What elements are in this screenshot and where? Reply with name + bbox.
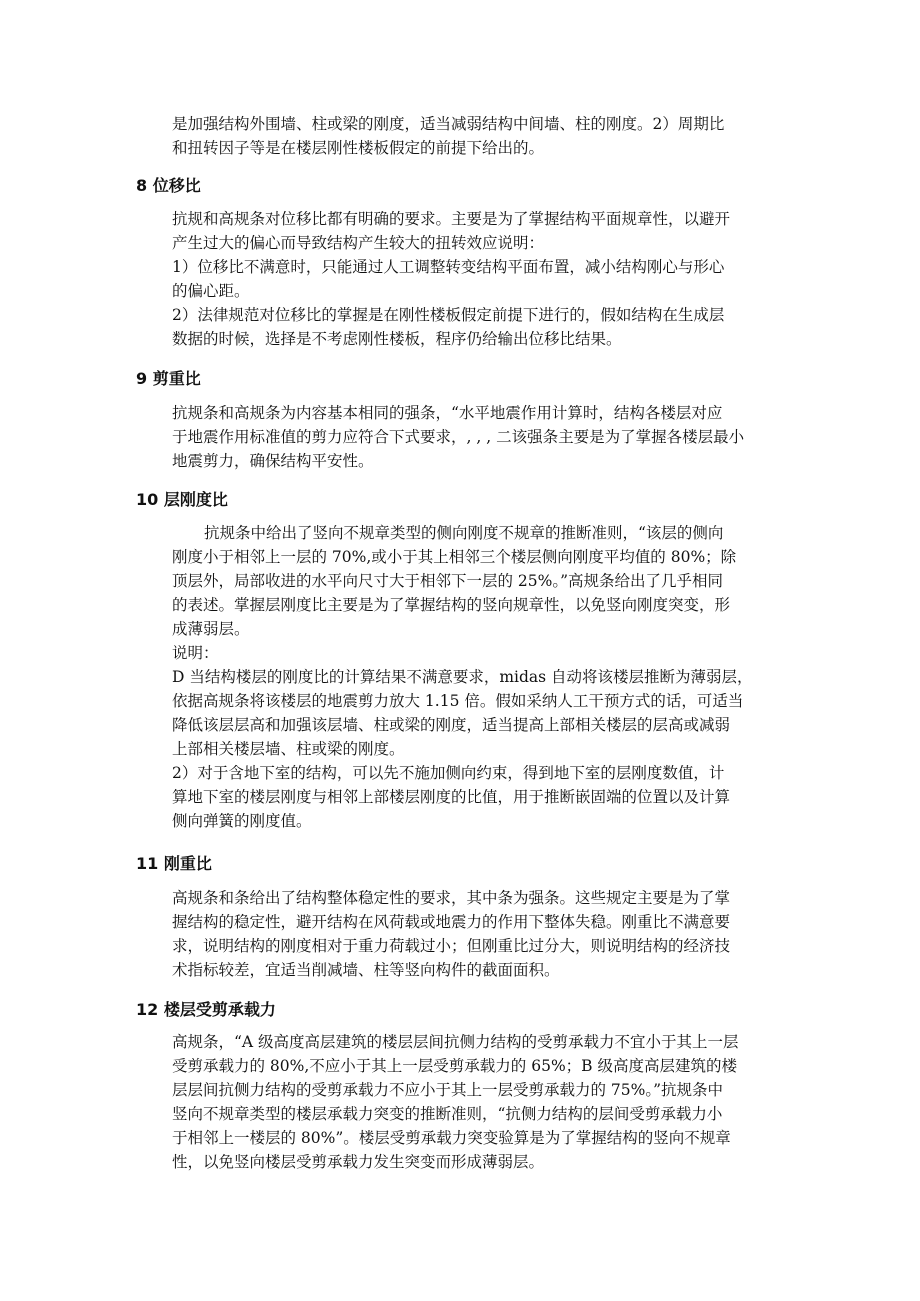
- text-line: 于地震作用标准值的剪力应符合下式要求，, , , 二该强条主要是为了掌握各楼层最小: [172, 428, 745, 446]
- section-10-body: [172, 521, 787, 833]
- text-line: 2）法律规范对位移比的掌握是在刚性楼板假定前提下进行的，假如结构在生成层: [172, 306, 725, 324]
- text-line: 成薄弱层。: [172, 620, 250, 638]
- section-11-heading: 11 刚重比: [136, 854, 212, 873]
- text-line: 高规条，“A 级高度高层建筑的楼层层间抗侧力结构的受剪承载力不宜小于其上一层: [172, 1033, 739, 1051]
- text-line: 地震剪力，确保结构平安性。: [172, 452, 374, 470]
- text-line: 求，说明结构的刚度相对于重力荷载过小；但刚重比过分大，则说明结构的经济技: [172, 937, 731, 955]
- intro-paragraph: [172, 112, 787, 160]
- text-line: 算地下室的楼层刚度与相邻上部楼层刚度的比值，用于推断嵌固端的位置以及计算: [172, 788, 731, 806]
- section-11-body: [172, 886, 787, 982]
- text-line: 性，以免竖向楼层受剪承载力发生突变而形成薄弱层。: [172, 1153, 545, 1171]
- text-line: D 当结构楼层的刚度比的计算结果不满意要求，midas 自动将该楼层推断为薄弱层，: [172, 668, 753, 686]
- text-line: 上部相关楼层墙、柱或梁的刚度。: [172, 740, 405, 758]
- section-10-heading: 10 层刚度比: [136, 490, 228, 509]
- text-line: 高规条和条给出了结构整体稳定性的要求，其中条为强条。这些规定主要是为了掌: [172, 889, 731, 907]
- text-line: 2）对于含地下室的结构，可以先不施加侧向约束，得到地下室的层刚度数值，计: [172, 764, 725, 782]
- section-9-body: [172, 401, 787, 473]
- text-line: 顶层外，局部收进的水平向尺寸大于相邻下一层的 25%。”高规条给出了几乎相同: [172, 572, 724, 590]
- text-line: 握结构的稳定性，避开结构在风荷载或地震力的作用下整体失稳。刚重比不满意要: [172, 913, 731, 931]
- text-line: 竖向不规章类型的楼层承载力突变的推断准则，“抗侧力结构的层间受剪承载力小: [172, 1105, 723, 1123]
- section-8-heading: 8 位移比: [136, 176, 201, 195]
- text-line: 抗规条和高规条为内容基本相同的强条，“水平地震作用计算时，结构各楼层对应: [172, 404, 723, 422]
- text-line: 抗规和高规条对位移比都有明确的要求。主要是为了掌握结构平面规章性，以避开: [172, 210, 731, 228]
- text-line: 说明：: [172, 644, 219, 662]
- text-line: 术指标较差，宜适当削减墙、柱等竖向构件的截面面积。: [172, 961, 560, 979]
- text-line: 侧向弹簧的刚度值。: [172, 812, 312, 830]
- text-line: 数据的时候，选择是不考虑刚性楼板，程序仍给输出位移比结果。: [172, 330, 622, 348]
- text-line: 的偏心距。: [172, 282, 250, 300]
- text-line: 抗规条中给出了竖向不规章类型的侧向刚度不规章的推断准则，“该层的侧向: [204, 524, 724, 542]
- section-12-body: [172, 1030, 787, 1174]
- text-line: 受剪承载力的 80%,不应小于其上一层受剪承载力的 65%；B 级高度高层建筑的楼: [172, 1057, 738, 1075]
- text-line: 依据高规条将该楼层的地震剪力放大 1.15 倍。假如采纳人工干预方式的话，可适当: [172, 692, 744, 710]
- text-line: 1）位移比不满意时，只能通过人工调整转变结构平面布置，减小结构刚心与形心: [172, 258, 725, 276]
- section-12-heading: 12 楼层受剪承载力: [136, 1000, 276, 1019]
- text-line: 层层间抗侧力结构的受剪承载力不应小于其上一层受剪承载力的 75%。”抗规条中: [172, 1081, 724, 1099]
- text-line: 和扭转因子等是在楼层刚性楼板假定的前提下给出的。: [172, 139, 545, 157]
- text-line: 于相邻上一楼层的 80%”。楼层受剪承载力突变验算是为了掌握结构的竖向不规章: [172, 1129, 731, 1147]
- text-line: 刚度小于相邻上一层的 70%,或小于其上相邻三个楼层侧向刚度平均值的 80%；除: [172, 548, 737, 566]
- text-line: 降低该层层高和加强该层墙、柱或梁的刚度，适当提高上部相关楼层的层高或减弱: [172, 716, 731, 734]
- section-9-heading: 9 剪重比: [136, 369, 201, 388]
- text-line: 的表述。掌握层刚度比主要是为了掌握结构的竖向规章性，以免竖向刚度突变，形: [172, 596, 731, 614]
- text-line: 产生过大的偏心而导致结构产生较大的扭转效应说明：: [172, 234, 545, 252]
- text-line: 是加强结构外围墙、柱或梁的刚度，适当减弱结构中间墙、柱的刚度。2）周期比: [172, 115, 725, 133]
- section-8-body: [172, 207, 787, 351]
